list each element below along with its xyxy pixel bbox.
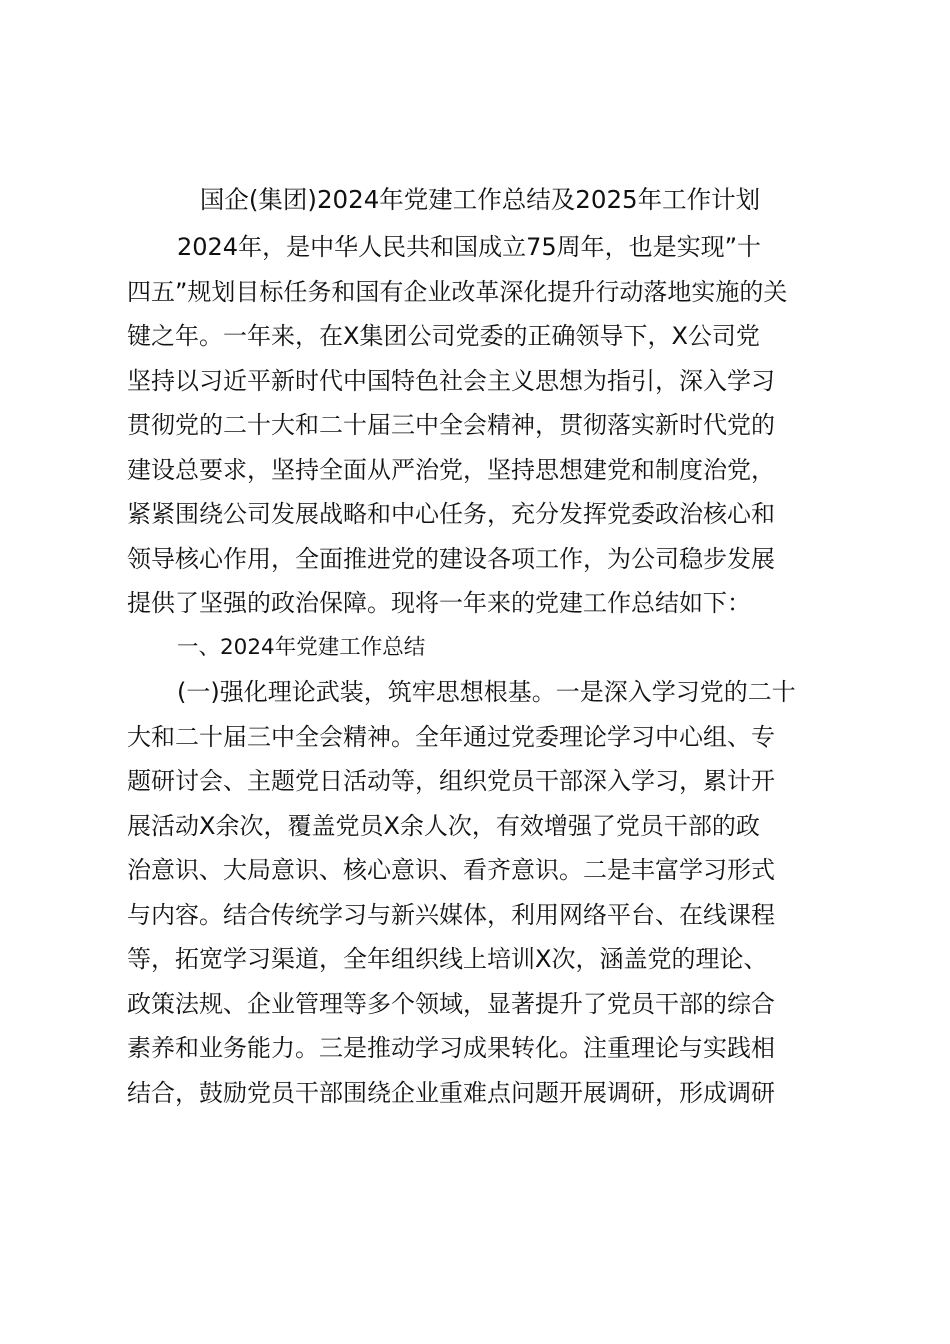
paragraph-1-line-2: 四五”规划目标任务和国有企业改革深化提升行动落地实施的关: [127, 278, 788, 306]
paragraph-1-line-3: 键之年。一年来，在X集团公司党委的正确领导下，X公司党: [127, 322, 760, 350]
paragraph-2-line-8: 政策法规、企业管理等多个领域，显著提升了党员干部的综合: [127, 990, 775, 1018]
paragraph-2-line-10: 结合，鼓励党员干部围绕企业重难点问题开展调研，形成调研: [127, 1079, 775, 1107]
section-heading: 一、2024年党建工作总结: [177, 635, 426, 660]
paragraph-1-line-5: 贯彻党的二十大和二十届三中全会精神，贯彻落实新时代党的: [127, 411, 775, 439]
paragraph-1-line-4: 坚持以习近平新时代中国特色社会主义思想为指引，深入学习: [127, 367, 775, 395]
paragraph-1-line-9: 提供了坚强的政治保障。现将一年来的党建工作总结如下：: [127, 589, 751, 617]
document-title: 国企(集团)2024年党建工作总结及2025年工作计划: [199, 185, 761, 214]
paragraph-1-line-1: 2024年，是中华人民共和国成立75周年，也是实现”十: [177, 233, 762, 261]
paragraph-1-line-7: 紧紧围绕公司发展战略和中心任务，充分发挥党委政治核心和: [127, 500, 775, 528]
paragraph-2-line-6: 与内容。结合传统学习与新兴媒体，利用网络平台、在线课程: [127, 901, 775, 929]
paragraph-2-line-1: (一)强化理论武装，筑牢思想根基。一是深入学习党的二十: [177, 678, 796, 706]
paragraph-2-line-2: 大和二十届三中全会精神。全年通过党委理论学习中心组、专: [127, 723, 775, 751]
paragraph-1-line-8: 领导核心作用，全面推进党的建设各项工作，为公司稳步发展: [127, 545, 775, 573]
paragraph-2-line-5: 治意识、大局意识、核心意识、看齐意识。二是丰富学习形式: [127, 856, 775, 884]
paragraph-2-line-4: 展活动X余次，覆盖党员X余人次，有效增强了党员干部的政: [127, 812, 760, 840]
paragraph-2-line-3: 题研讨会、主题党日活动等，组织党员干部深入学习，累计开: [127, 767, 775, 795]
paragraph-1-line-6: 建设总要求，坚持全面从严治党，坚持思想建党和制度治党，: [127, 456, 775, 484]
paragraph-2-line-9: 素养和业务能力。三是推动学习成果转化。注重理论与实践相: [127, 1034, 775, 1062]
paragraph-2-line-7: 等，拓宽学习渠道，全年组织线上培训X次，涵盖党的理论、: [127, 945, 768, 973]
